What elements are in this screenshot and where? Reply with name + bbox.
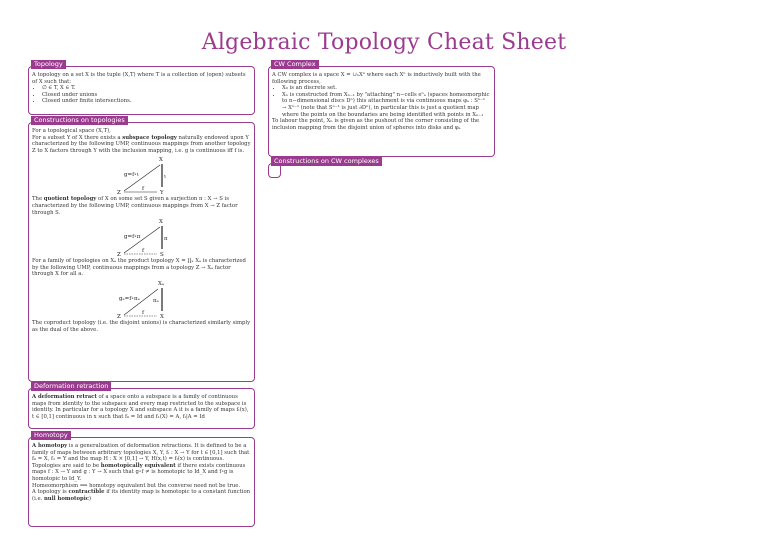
svg-text:X: X <box>159 219 163 226</box>
svg-text:g=f∘ι: g=f∘ι <box>124 172 140 179</box>
svg-text:f: f <box>142 186 145 193</box>
svg-text:Xₐ: Xₐ <box>158 280 165 287</box>
cw-complex-section <box>268 60 495 157</box>
paragraph: The coproduct topology (i.e. the disjoint unions) is characterized similarly simply as the dual of the above. <box>32 319 251 333</box>
paragraph: For a topological space (X,T), <box>32 128 111 134</box>
topology-intro: A topology on a set X is the tuple (X,T) where T is a collection of (open) subsets of X such that: <box>32 72 246 85</box>
paragraph: The quotient topology of X on some set S given a surjection π : X → S is characterized by the following UMP, continuous mappings from X → Z factor through S. <box>32 196 238 216</box>
svg-text:f: f <box>142 309 145 316</box>
section-label: Homotopy <box>31 431 71 440</box>
svg-text:f: f <box>142 248 145 255</box>
paragraph: A deformation retract of a space onto a subspace is a family of continuous maps from identity to the subspace and every map restricted to the subspace is identity. In particular for a topology X and subspace A it is a family of maps fₜ(x), t ∈ [0,1] continuous in x such that f₀ = Id and f₁(X) = A, fₜ|A = Id <box>32 394 249 420</box>
svg-text:Y: Y <box>160 190 164 197</box>
section-label: Constructions on topologies <box>31 116 128 125</box>
paragraph: Topologies are said to be homotopically equivalent if there exists continuous maps f : X → Y and g : Y → X such that g∘f ≠ is homotopic to Id_X and f∘g is homotopic to Id_Y. <box>32 462 246 482</box>
paragraph: A CW complex is a space X = ∪ₙXⁿ where each Xⁿ is inductively built with the following process, <box>272 72 481 85</box>
constructions-section <box>28 116 255 382</box>
list-item: • Closed under finite intersections. <box>42 98 251 105</box>
svg-text:Z: Z <box>117 252 121 259</box>
paragraph: Homeomorphism ⟹ homotopy equivalent but the converse need not be true. <box>32 482 241 489</box>
svg-text:X: X <box>159 157 163 164</box>
quotient-diagram <box>32 216 251 258</box>
topology-section <box>28 60 255 115</box>
section-label: CW Complex <box>271 60 319 69</box>
list-item: • X₀ is an discrete set. <box>282 85 491 92</box>
svg-text:Z: Z <box>117 190 121 197</box>
svg-text:X: X <box>160 313 164 320</box>
section-label: Deformation retraction <box>31 382 111 391</box>
paragraph: For a family of topologies on Xₐ the product topology X = ∏ₐ Xₐ is characterized by the following UMP, continuous mappings from a topology Z → Xₐ factor through X for all a. <box>32 258 246 278</box>
paragraph: A topology is contractible if its identity map is homotopic to a constant function (i.e. null homotopic) <box>32 489 251 502</box>
cw-constructions-section <box>268 157 379 178</box>
list-item: • Xₙ is constructed from Xₙ₋₁ by "attaching" n−cells eⁿₐ (spaces homeomorphic to n−dimensional discs Dⁿ) this attachment is via continuous maps φₐ : Sⁿ⁻¹ → Xⁿ⁻¹ (note that Sⁿ⁻¹ is just ∂Dⁿ), in particular this is just a quotient map where the points on the boundaries are being identified with points in Xₙ₋₁ <box>282 92 491 118</box>
svg-text:ι: ι <box>164 174 167 181</box>
paragraph: A homotopy is a generalization of deformation retractions. It is defined to be a family of maps between arbitrary topologies X, Y, fₜ : X → Y for t ∈ [0,1] such that f₀ = X, f₁ = Y and the map H : X × [0,1] → Y, H(x,t) = fₜ(x) is continuous. <box>32 443 250 463</box>
cw-list <box>272 85 491 118</box>
list-item: • ∅ ∈ T, X ∈ T. <box>42 85 251 92</box>
svg-text:π: π <box>164 236 168 243</box>
homotopy-section <box>28 431 255 527</box>
deformation-section <box>28 382 255 429</box>
section-label: Constructions on CW complexes <box>271 157 382 166</box>
svg-text:S: S <box>160 252 164 259</box>
svg-text:g=f∘π: g=f∘π <box>124 234 141 241</box>
product-diagram <box>32 278 251 320</box>
subspace-diagram <box>32 154 251 196</box>
svg-text:πₐ: πₐ <box>153 297 159 304</box>
paragraph: To labour the point, Xₙ is given as the pushout of the corner consisting of the inclusion mapping from the disjoint union of spheres into disks and φₐ <box>272 118 480 131</box>
section-label: Topology <box>31 60 66 69</box>
topology-list <box>32 85 251 105</box>
list-item: • Closed under unions <box>42 92 251 99</box>
page-title: Algebraic Topology Cheat Sheet <box>201 30 567 55</box>
svg-text:gₐ=f∘πₐ: gₐ=f∘πₐ <box>119 295 140 302</box>
paragraph: For a subset Y of X there exists a subspace topology naturally endowed upon Y characterized by the following UMP, continuous mappings from another topology Z to X factors through Y with the inclusion mapping, i.e. g is continuous iff f is. <box>32 134 251 154</box>
svg-text:Z: Z <box>117 313 121 320</box>
